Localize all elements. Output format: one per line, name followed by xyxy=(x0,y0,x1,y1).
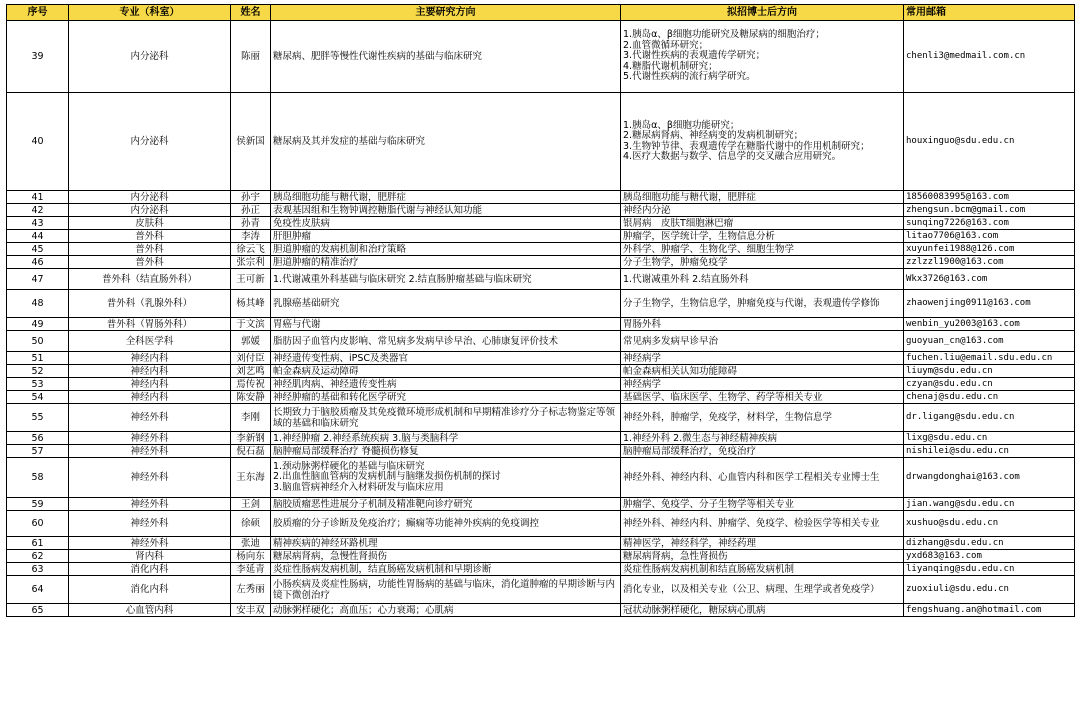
cell-name: 李刚 xyxy=(231,404,271,432)
table-body xyxy=(7,21,1075,617)
cell-postdoc-line: 炎症性肠病发病机制和结直肠癌发病机制 xyxy=(623,563,795,575)
cell-postdoc-line: 神经病学 xyxy=(623,378,662,390)
table-row xyxy=(7,230,1075,243)
cell-name: 焉传祝 xyxy=(231,378,271,391)
cell-dept: 神经外科 xyxy=(69,458,231,498)
table-row xyxy=(7,21,1075,93)
cell-postdoc xyxy=(621,378,904,391)
cell-name: 王东海 xyxy=(231,458,271,498)
cell-postdoc-line: 肿瘤学，医学统计学，生物信息分析 xyxy=(623,230,776,242)
cell-no: 56 xyxy=(7,432,69,445)
cell-postdoc-line: 神经外科，肿瘤学，免疫学，材料学，生物信息学 xyxy=(623,412,833,423)
cell-no: 54 xyxy=(7,391,69,404)
cell-postdoc-line: 2.血管微循环研究； xyxy=(623,39,709,51)
table-row xyxy=(7,391,1075,404)
cell-research xyxy=(271,550,621,563)
cell-postdoc xyxy=(621,445,904,458)
table-row xyxy=(7,331,1075,352)
cell-research-line: 小肠疾病及炎症性肠病，功能性胃肠病的基础与临床，消化道肿瘤的早期诊断与内镜下微创治疗 xyxy=(273,578,616,601)
table-row xyxy=(7,563,1075,576)
cell-research xyxy=(271,365,621,378)
cell-email: zzlzzl1900@163.com xyxy=(904,256,1075,269)
cell-email: Wkx3726@163.com xyxy=(904,269,1075,290)
cell-research-line: 神经遗传变性病、iPSC及类器官 xyxy=(273,352,409,364)
cell-no: 50 xyxy=(7,331,69,352)
cell-research-line: 动脉粥样硬化；高血压；心力衰竭；心肌病 xyxy=(273,604,454,616)
cell-research-line: 长期致力于脑胶质瘤及其免疫微环境形成机制和早期精准诊疗分子标志物鉴定等领域的基础和临床研究 xyxy=(273,406,616,429)
cell-dept: 全科医学科 xyxy=(69,331,231,352)
cell-research-line: 帕金森病及运动障碍 xyxy=(273,365,359,377)
table-row xyxy=(7,378,1075,391)
cell-email: liuym@sdu.edu.cn xyxy=(904,365,1075,378)
cell-postdoc xyxy=(621,563,904,576)
cell-postdoc-line: 糖尿病肾病，急性肾损伤 xyxy=(623,550,728,562)
cell-research-line: 胶质瘤的分子诊断及免疫治疗；癫痫等功能神外疾病的免疫调控 xyxy=(273,518,540,529)
cell-no: 49 xyxy=(7,318,69,331)
table-row xyxy=(7,256,1075,269)
table-row xyxy=(7,458,1075,498)
cell-email: dr.ligang@sdu.edu.cn xyxy=(904,404,1075,432)
cell-name: 孙青 xyxy=(231,217,271,230)
cell-postdoc-line: 基础医学、临床医学、生物学、药学等相关专业 xyxy=(623,391,823,403)
cell-postdoc-line: 3.生物钟节律、表观遗传学在糖脂代谢中的作用机制研究； xyxy=(623,140,870,152)
cell-research-line: 精神疾病的神经环路机理 xyxy=(273,537,378,549)
cell-postdoc xyxy=(621,604,904,617)
cell-dept: 内分泌科 xyxy=(69,21,231,93)
cell-dept: 神经外科 xyxy=(69,432,231,445)
cell-postdoc xyxy=(621,365,904,378)
cell-research xyxy=(271,537,621,550)
table-row xyxy=(7,550,1075,563)
cell-dept: 普外科（结直肠外科） xyxy=(69,269,231,290)
cell-email: chenli3@medmail.com.cn xyxy=(904,21,1075,93)
cell-postdoc-line: 神经病学 xyxy=(623,352,662,364)
cell-name: 陈安静 xyxy=(231,391,271,404)
table-row xyxy=(7,498,1075,511)
cell-research-line: 糖尿病肾病，急慢性肾损伤 xyxy=(273,550,388,562)
cell-email: sunqing7226@163.com xyxy=(904,217,1075,230)
table-row xyxy=(7,204,1075,217)
cell-no: 65 xyxy=(7,604,69,617)
cell-research-line: 2.出血性脑血管病的发病机制与脑继发损伤机制的探讨 xyxy=(273,471,501,483)
cell-name: 左秀丽 xyxy=(231,576,271,604)
cell-name: 倪石磊 xyxy=(231,445,271,458)
cell-postdoc-line: 外科学、肿瘤学、生物化学、细胞生物学 xyxy=(623,243,795,255)
cell-postdoc-line: 分子生物学，肿瘤免疫学 xyxy=(623,256,728,268)
cell-email: zuoxiuli@sdu.edu.cn xyxy=(904,576,1075,604)
cell-dept: 肾内科 xyxy=(69,550,231,563)
cell-research xyxy=(271,256,621,269)
cell-research xyxy=(271,204,621,217)
cell-research-line: 脂肪因子血管内皮影响、常见病多发病早诊早治、心肺康复评价技术 xyxy=(273,335,559,347)
cell-research-line: 乳腺癌基础研究 xyxy=(273,298,340,309)
cell-postdoc xyxy=(621,269,904,290)
cell-name: 李涛 xyxy=(231,230,271,243)
cell-research-line: 肝胆肿瘤 xyxy=(273,230,312,242)
table-row xyxy=(7,191,1075,204)
cell-research-line: 糖尿病、肥胖等慢性代谢性疾病的基础与临床研究 xyxy=(273,51,483,62)
cell-research xyxy=(271,290,621,318)
cell-research xyxy=(271,318,621,331)
cell-research-line: 炎症性肠病发病机制，结直肠癌发病机制和早期诊断 xyxy=(273,563,492,575)
cell-research xyxy=(271,432,621,445)
header-postdoc: 拟招博士后方向 xyxy=(621,5,904,21)
cell-dept: 内分泌科 xyxy=(69,93,231,191)
cell-research xyxy=(271,230,621,243)
table-row xyxy=(7,537,1075,550)
cell-name: 郭媛 xyxy=(231,331,271,352)
cell-postdoc xyxy=(621,21,904,93)
header-research: 主要研究方向 xyxy=(271,5,621,21)
cell-name: 孙正 xyxy=(231,204,271,217)
cell-research xyxy=(271,404,621,432)
table-row xyxy=(7,445,1075,458)
cell-postdoc xyxy=(621,550,904,563)
cell-email: chenaj@sdu.edu.cn xyxy=(904,391,1075,404)
cell-no: 42 xyxy=(7,204,69,217)
table-row xyxy=(7,576,1075,604)
cell-no: 62 xyxy=(7,550,69,563)
cell-postdoc-line: 胰岛细胞功能与糖代谢，肥胖症 xyxy=(623,191,757,203)
cell-email: houxinguo@sdu.edu.cn xyxy=(904,93,1075,191)
cell-dept: 神经内科 xyxy=(69,391,231,404)
cell-name: 王可新 xyxy=(231,269,271,290)
cell-postdoc xyxy=(621,204,904,217)
cell-postdoc xyxy=(621,331,904,352)
cell-dept: 神经内科 xyxy=(69,378,231,391)
cell-dept: 普外科（乳腺外科） xyxy=(69,290,231,318)
cell-research-line: 胰岛细胞功能与糖代谢，肥胖症 xyxy=(273,191,407,203)
cell-postdoc-line: 常见病多发病早诊早治 xyxy=(623,335,719,347)
cell-no: 45 xyxy=(7,243,69,256)
cell-research-line: 胆道肿瘤的发病机制和治疗策略 xyxy=(273,243,407,255)
cell-research xyxy=(271,458,621,498)
cell-email: zhengsun.bcm@gmail.com xyxy=(904,204,1075,217)
cell-name: 陈丽 xyxy=(231,21,271,93)
cell-no: 55 xyxy=(7,404,69,432)
cell-postdoc-line: 银屑病 皮肤T细胞淋巴瘤 xyxy=(623,217,734,229)
cell-email: dizhang@sdu.edu.cn xyxy=(904,537,1075,550)
cell-no: 57 xyxy=(7,445,69,458)
cell-research-line: 1.代谢减重外科基础与临床研究 2.结直肠肿瘤基础与临床研究 xyxy=(273,273,532,285)
cell-email: liyanqing@sdu.edu.cn xyxy=(904,563,1075,576)
cell-research xyxy=(271,191,621,204)
cell-postdoc-line: 精神医学，神经科学，神经药理 xyxy=(623,537,757,549)
cell-postdoc-line: 消化专业，以及相关专业（公卫、病理、生理学或者免疫学） xyxy=(623,584,880,595)
cell-research-line: 神经肌肉病、神经遗传变性病 xyxy=(273,378,397,390)
cell-no: 60 xyxy=(7,511,69,537)
cell-postdoc-line: 4.糖脂代谢机制研究； xyxy=(623,60,718,72)
cell-postdoc xyxy=(621,93,904,191)
cell-postdoc xyxy=(621,404,904,432)
table-row xyxy=(7,217,1075,230)
cell-research xyxy=(271,243,621,256)
cell-dept: 普外科 xyxy=(69,256,231,269)
cell-postdoc-line: 神经外科、神经内科、肿瘤学、免疫学、检验医学等相关专业 xyxy=(623,518,880,529)
cell-no: 63 xyxy=(7,563,69,576)
cell-name: 张迪 xyxy=(231,537,271,550)
cell-no: 43 xyxy=(7,217,69,230)
cell-no: 39 xyxy=(7,21,69,93)
cell-dept: 皮肤科 xyxy=(69,217,231,230)
cell-name: 孙宇 xyxy=(231,191,271,204)
cell-research xyxy=(271,445,621,458)
cell-postdoc xyxy=(621,318,904,331)
cell-postdoc xyxy=(621,432,904,445)
cell-name: 徐硕 xyxy=(231,511,271,537)
cell-no: 51 xyxy=(7,352,69,365)
cell-postdoc xyxy=(621,290,904,318)
cell-email: zhaowenjing0911@163.com xyxy=(904,290,1075,318)
cell-postdoc-line: 帕金森病相关认知功能障碍 xyxy=(623,365,738,377)
cell-email: yxd683@163.com xyxy=(904,550,1075,563)
table-row xyxy=(7,604,1075,617)
cell-dept: 内分泌科 xyxy=(69,191,231,204)
header-name: 姓名 xyxy=(231,5,271,21)
cell-postdoc-line: 脑肿瘤局部缓释治疗，免疫治疗 xyxy=(623,445,757,457)
cell-postdoc xyxy=(621,511,904,537)
cell-name: 王剑 xyxy=(231,498,271,511)
cell-postdoc xyxy=(621,352,904,365)
cell-email: wenbin_yu2003@163.com xyxy=(904,318,1075,331)
cell-name: 杨其峰 xyxy=(231,290,271,318)
cell-postdoc xyxy=(621,256,904,269)
cell-research-line: 脑胶质瘤恶性进展分子机制及精准靶向诊疗研究 xyxy=(273,498,473,510)
cell-postdoc-line: 神经外科、神经内科、心血管内科和医学工程相关专业博士生 xyxy=(623,472,880,483)
cell-research xyxy=(271,576,621,604)
cell-research-line: 1.神经肿瘤 2.神经系统疾病 3.脑与类脑科学 xyxy=(273,432,459,444)
cell-postdoc-line: 分子生物学，生物信息学，肿瘤免疫与代谢，表观遗传学修饰 xyxy=(623,298,880,309)
cell-no: 46 xyxy=(7,256,69,269)
table-row xyxy=(7,243,1075,256)
table-row xyxy=(7,365,1075,378)
cell-email: drwangdonghai@163.com xyxy=(904,458,1075,498)
cell-no: 58 xyxy=(7,458,69,498)
cell-name: 李新钢 xyxy=(231,432,271,445)
cell-email: czyan@sdu.edu.cn xyxy=(904,378,1075,391)
cell-postdoc xyxy=(621,537,904,550)
cell-postdoc-line: 神经内分泌 xyxy=(623,204,671,216)
cell-email: guoyuan_cn@163.com xyxy=(904,331,1075,352)
cell-postdoc xyxy=(621,576,904,604)
table-row xyxy=(7,290,1075,318)
cell-research-line: 脑肿瘤局部缓释治疗 脊髓损伤修复 xyxy=(273,445,419,457)
cell-no: 47 xyxy=(7,269,69,290)
cell-research xyxy=(271,269,621,290)
cell-postdoc-line: 1.胰岛α、β细胞功能研究； xyxy=(623,119,740,131)
cell-postdoc-line: 1.神经外科 2.微生态与神经精神疾病 xyxy=(623,432,778,444)
cell-research-line: 表观基因组和生物钟调控糖脂代谢与神经认知功能 xyxy=(273,204,483,216)
cell-research xyxy=(271,21,621,93)
cell-research-line: 免疫性皮肤病 xyxy=(273,217,331,229)
cell-research xyxy=(271,511,621,537)
cell-research xyxy=(271,217,621,230)
header-email: 常用邮箱 xyxy=(904,5,1075,21)
cell-research xyxy=(271,498,621,511)
cell-no: 41 xyxy=(7,191,69,204)
cell-research xyxy=(271,352,621,365)
cell-email: fengshuang.an@hotmail.com xyxy=(904,604,1075,617)
cell-research xyxy=(271,563,621,576)
cell-dept: 普外科（胃肠外科） xyxy=(69,318,231,331)
cell-dept: 内分泌科 xyxy=(69,204,231,217)
cell-no: 52 xyxy=(7,365,69,378)
table-row xyxy=(7,318,1075,331)
cell-postdoc xyxy=(621,498,904,511)
cell-postdoc xyxy=(621,230,904,243)
cell-dept: 神经外科 xyxy=(69,511,231,537)
postdoc-recruitment-table xyxy=(6,4,1075,617)
cell-research xyxy=(271,93,621,191)
table-row xyxy=(7,511,1075,537)
cell-no: 40 xyxy=(7,93,69,191)
cell-postdoc xyxy=(621,243,904,256)
cell-no: 53 xyxy=(7,378,69,391)
cell-email: litao7706@163.com xyxy=(904,230,1075,243)
cell-name: 杨向东 xyxy=(231,550,271,563)
cell-research xyxy=(271,391,621,404)
cell-name: 刘付臣 xyxy=(231,352,271,365)
cell-dept: 神经外科 xyxy=(69,498,231,511)
cell-email: xuyunfei1988@126.com xyxy=(904,243,1075,256)
cell-name: 侯新国 xyxy=(231,93,271,191)
cell-dept: 消化内科 xyxy=(69,563,231,576)
cell-postdoc-line: 1.代谢减重外科 2.结直肠外科 xyxy=(623,273,749,285)
cell-name: 于文滨 xyxy=(231,318,271,331)
cell-name: 安丰双 xyxy=(231,604,271,617)
cell-postdoc xyxy=(621,191,904,204)
cell-research xyxy=(271,604,621,617)
cell-name: 刘艺鸣 xyxy=(231,365,271,378)
cell-dept: 消化内科 xyxy=(69,576,231,604)
cell-email: nishilei@sdu.edu.cn xyxy=(904,445,1075,458)
cell-postdoc-line: 冠状动脉粥样硬化，糖尿病心肌病 xyxy=(623,604,766,616)
header-row xyxy=(7,5,1075,21)
cell-dept: 普外科 xyxy=(69,243,231,256)
cell-postdoc xyxy=(621,458,904,498)
cell-research-line: 胃癌与代谢 xyxy=(273,318,321,330)
cell-postdoc xyxy=(621,217,904,230)
cell-research-line: 神经肿瘤的基础和转化医学研究 xyxy=(273,391,407,403)
cell-postdoc-line: 3.代谢性疾病的表观遗传学研究； xyxy=(623,50,766,62)
cell-dept: 神经内科 xyxy=(69,365,231,378)
cell-email: lixg@sdu.edu.cn xyxy=(904,432,1075,445)
cell-email: fuchen.liu@email.sdu.edu.cn xyxy=(904,352,1075,365)
table-row xyxy=(7,352,1075,365)
cell-postdoc-line: 胃肠外科 xyxy=(623,318,662,330)
cell-postdoc xyxy=(621,391,904,404)
cell-postdoc-line: 肿瘤学、免疫学、分子生物学等相关专业 xyxy=(623,498,795,510)
cell-postdoc-line: 4.医疗大数据与数学、信息学的交叉融合应用研究。 xyxy=(623,151,842,162)
cell-postdoc-line: 1.胰岛α、β细胞功能研究及糖尿病的细胞治疗； xyxy=(623,29,825,41)
cell-email: 18560083995@163.com xyxy=(904,191,1075,204)
cell-no: 59 xyxy=(7,498,69,511)
cell-research xyxy=(271,378,621,391)
header-no: 序号 xyxy=(7,5,69,21)
cell-email: xushuo@sdu.edu.cn xyxy=(904,511,1075,537)
cell-dept: 神经内科 xyxy=(69,352,231,365)
cell-research-line: 3.脑血管病神经介入材料研发与临床应用 xyxy=(273,481,444,493)
table-row xyxy=(7,93,1075,191)
table-row xyxy=(7,404,1075,432)
table-row xyxy=(7,269,1075,290)
cell-dept: 普外科 xyxy=(69,230,231,243)
cell-no: 44 xyxy=(7,230,69,243)
cell-no: 48 xyxy=(7,290,69,318)
cell-postdoc-line: 5.代谢性疾病的流行病学研究。 xyxy=(623,71,756,83)
cell-no: 61 xyxy=(7,537,69,550)
table-row xyxy=(7,432,1075,445)
cell-dept: 神经外科 xyxy=(69,445,231,458)
cell-name: 徐云飞 xyxy=(231,243,271,256)
cell-dept: 神经外科 xyxy=(69,537,231,550)
header-dept: 专业（科室） xyxy=(69,5,231,21)
cell-name: 张宗利 xyxy=(231,256,271,269)
cell-research-line: 胆道肿瘤的精准治疗 xyxy=(273,256,359,268)
cell-research-line: 糖尿病及其并发症的基础与临床研究 xyxy=(273,136,426,147)
cell-postdoc-line: 2.糖尿病肾病、神经病变的发病机制研究； xyxy=(623,130,804,141)
cell-name: 李延青 xyxy=(231,563,271,576)
cell-dept: 心血管内科 xyxy=(69,604,231,617)
cell-dept: 神经外科 xyxy=(69,404,231,432)
cell-no: 64 xyxy=(7,576,69,604)
cell-research xyxy=(271,331,621,352)
cell-research-line: 1.颈动脉粥样硬化的基础与临床研究 xyxy=(273,460,425,472)
table-header xyxy=(7,5,1075,21)
cell-email: jian.wang@sdu.edu.cn xyxy=(904,498,1075,511)
